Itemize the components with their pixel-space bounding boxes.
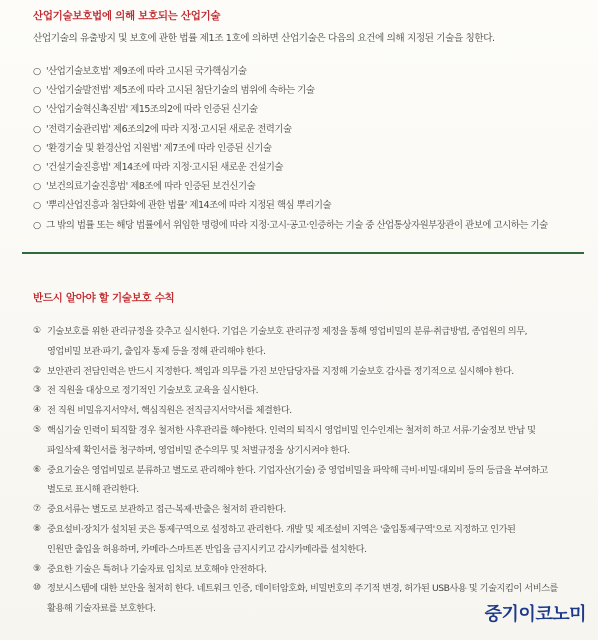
rule-item bbox=[33, 461, 593, 501]
list-item-text: '산업기술발전법' 제5조에 따라 고시된 첨단기술의 범위에 속하는 기술 bbox=[46, 85, 315, 97]
rule-text-line: 중요설비·장치가 설치된 곳은 통제구역으로 설정하고 관리한다. 개발 및 제조설비 지역은 '출입통제구역'으로 지정하고 인가된 bbox=[47, 523, 516, 535]
list-item bbox=[33, 120, 593, 139]
list-item bbox=[33, 100, 593, 119]
list-item bbox=[33, 196, 593, 215]
rule-text-line: 중요한 기술은 특허나 기술자료 임치로 보호해야 안전하다. bbox=[47, 563, 267, 575]
rule-item bbox=[33, 520, 593, 560]
list-item-text: '보건의료기술진흥법' 제8조에 따라 인증된 보건신기술 bbox=[46, 181, 256, 193]
rule-item bbox=[33, 322, 593, 362]
rule-text-line: 활용해 기술자료를 보호한다. bbox=[47, 603, 156, 615]
list-item-text: '건설기술진흥법' 제14조에 따라 지정·고시된 새로운 건설기술 bbox=[46, 161, 284, 173]
rule-number: ⑦ bbox=[33, 504, 41, 515]
list-item bbox=[33, 216, 593, 235]
rule-text-line: 보안관리 전담인력은 반드시 지정한다. 책임과 의무를 가진 보안담당자를 지정해 기술보호 감사를 정기적으로 실시해야 한다. bbox=[47, 365, 514, 377]
section-title-protection-rules: 반드시 알아야 할 기술보호 수칙 bbox=[33, 292, 175, 304]
circle-bullet-icon: ○ bbox=[33, 142, 41, 154]
rule-number: ⑩ bbox=[33, 583, 41, 594]
brand-logo: 중기이코노미 bbox=[484, 604, 586, 625]
list-item bbox=[33, 158, 593, 177]
circle-bullet-icon: ○ bbox=[33, 66, 41, 77]
rule-text-line: 중요기술은 영업비밀로 분류하고 별도로 관리해야 한다. 기업자산(기술) 중 영업비밀을 파악해 극비·비밀·대외비 등의 등급을 부여하고 bbox=[47, 464, 548, 476]
circle-bullet-icon: ○ bbox=[33, 181, 41, 193]
rule-text-line: 전 직원 비밀유지서약서, 핵심직원은 전직금지서약서를 체결한다. bbox=[47, 405, 292, 417]
list-item bbox=[33, 81, 593, 100]
list-item-text: '산업기술보호법' 제9조에 따라 고시된 국가핵심기술 bbox=[46, 66, 247, 77]
circle-bullet-icon: ○ bbox=[33, 85, 41, 97]
circle-bullet-icon: ○ bbox=[33, 161, 41, 173]
list-item-text: '환경기술 및 환경산업 지원법' 제7조에 따라 인증된 신기술 bbox=[46, 142, 272, 154]
list-item-text: '산업기술혁신촉진법' 제15조의2에 따라 인증된 신기술 bbox=[46, 104, 258, 116]
list-item-text: 그 밖의 법률 또는 해당 법률에서 위임한 명령에 따라 지정·고시·공고·인증하는 기술 중 산업통상자원부장관이 관보에 고시하는 기술 bbox=[46, 219, 548, 231]
rule-text-line: 파일삭제 확인서를 청구하며, 영업비밀 준수의무 및 처벌규정을 상기시켜야 한다. bbox=[47, 444, 350, 456]
section-title-protected-tech: 산업기술보호법에 의해 보호되는 산업기술 bbox=[33, 10, 221, 22]
rule-number: ⑨ bbox=[33, 563, 41, 574]
rule-number: ③ bbox=[33, 385, 41, 396]
rule-number: ⑧ bbox=[33, 523, 41, 534]
rule-number: ① bbox=[33, 326, 41, 336]
list-item bbox=[33, 177, 593, 196]
list-item-text: '전력기술관리법' 제6조의2에 따라 지정·고시된 새로운 전력기술 bbox=[46, 123, 292, 135]
circle-bullet-icon: ○ bbox=[33, 200, 41, 212]
circle-bullet-icon: ○ bbox=[33, 123, 41, 135]
rule-number: ⑥ bbox=[33, 464, 41, 475]
rule-number: ⑤ bbox=[33, 424, 41, 435]
circle-bullet-icon: ○ bbox=[33, 104, 41, 116]
rule-text-line: 중요서류는 별도로 보관하고 접근·복제·반출은 철저히 관리한다. bbox=[47, 504, 286, 516]
section-divider bbox=[22, 252, 584, 254]
list-item bbox=[33, 139, 593, 158]
rule-text-line: 영업비밀 보관·파기, 출입자 통제 등을 정해 관리해야 한다. bbox=[47, 345, 266, 357]
list-item bbox=[33, 62, 593, 81]
rule-item bbox=[33, 560, 593, 580]
list-item-text: '뿌리산업진흥과 첨단화에 관한 법률' 제14조에 따라 지정된 핵심 뿌리기술 bbox=[46, 200, 332, 212]
rule-item bbox=[33, 500, 593, 520]
circle-bullet-icon: ○ bbox=[33, 219, 41, 231]
intro-paragraph: 산업기술의 유출방지 및 보호에 관한 법률 제1조 1호에 의하면 산업기술은 다음의 요건에 의해 지정된 기술을 칭한다. bbox=[33, 33, 495, 44]
rule-text-line: 기술보호를 위한 관리규정을 갖추고 실시한다. 기업은 기술보호 관리규정 제정을 통해 영업비밀의 분류·취급방법, 종업원의 의무, bbox=[47, 326, 528, 337]
rule-number: ② bbox=[33, 365, 41, 376]
rule-number: ④ bbox=[33, 405, 41, 416]
rule-item bbox=[33, 381, 593, 401]
rule-item bbox=[33, 362, 593, 382]
rule-text-line: 정보시스템에 대한 보안을 철저히 한다. 네트워크 인증, 데이터암호화, 비밀번호의 주기적 변경, 허가된 USB사용 및 기술지킴이 서비스를 bbox=[47, 583, 558, 595]
protected-tech-list bbox=[33, 62, 593, 235]
rule-item bbox=[33, 401, 593, 421]
rule-text-line: 핵심기술 인력이 퇴직할 경우 철저한 사후관리를 해야한다. 인력의 퇴직시 영업비밀 인수인계는 철저히 하고 서류·기술정보 반납 및 bbox=[47, 424, 536, 436]
rule-text-line: 인원만 출입을 허용하며, 카메라·스마트폰 반입을 금지시키고 감시카메라를 설치한다. bbox=[47, 543, 367, 555]
rule-item bbox=[33, 421, 593, 461]
rule-text-line: 전 직원을 대상으로 정기적인 기술보호 교육을 실시한다. bbox=[47, 385, 259, 397]
protection-rules-list bbox=[33, 322, 593, 619]
rule-text-line: 별도로 표시해 관리한다. bbox=[47, 484, 139, 496]
